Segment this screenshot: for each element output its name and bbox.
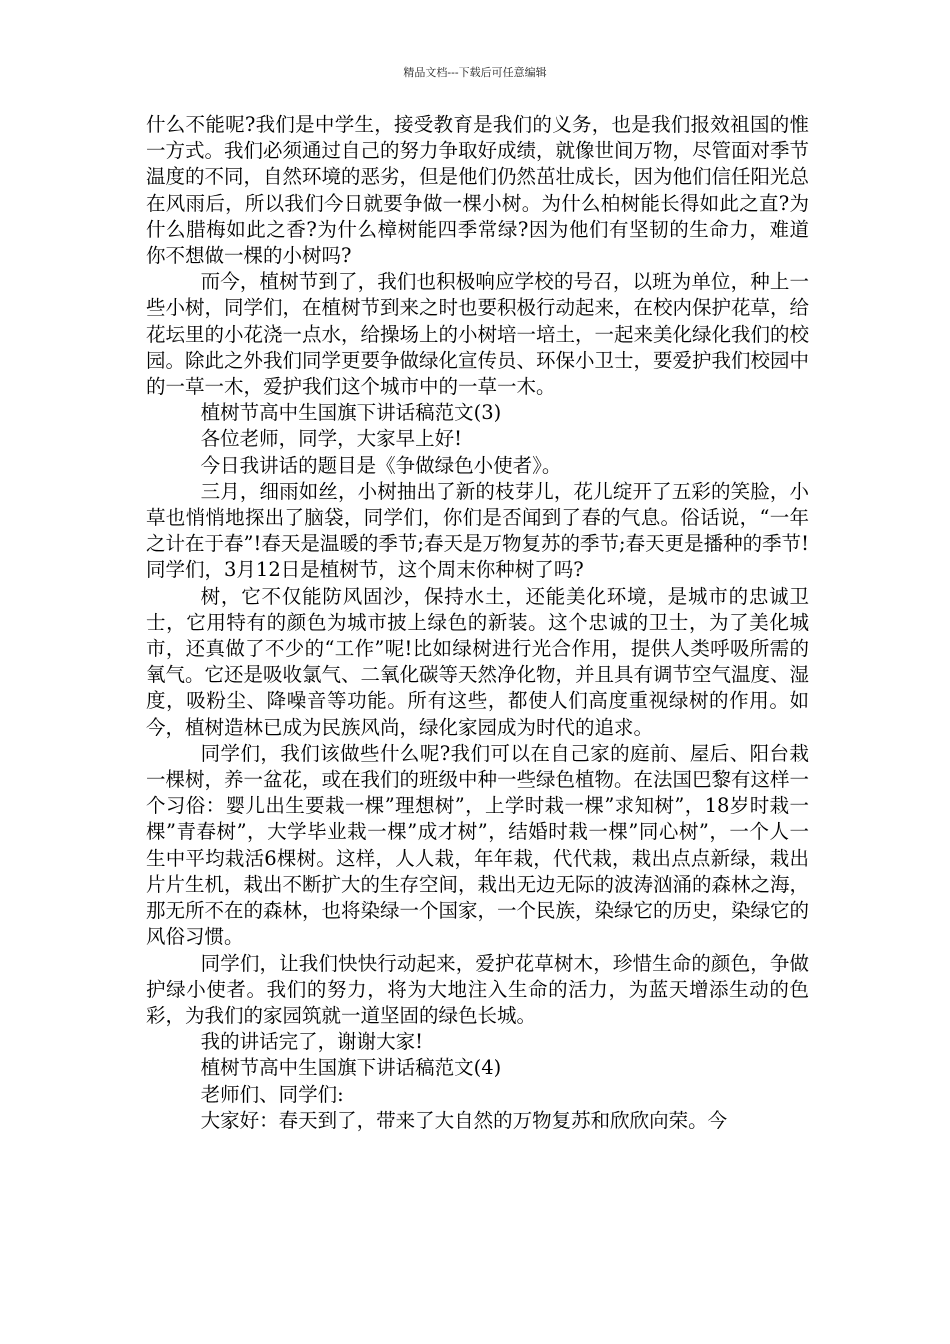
paragraph-march-spring: 三月，细雨如丝，小树抽出了新的枝芽儿，花儿绽开了五彩的笑脸，小草也悄悄地探出了脑袋，同学们，你们是否闻到了春的气息。俗话说，“一年之计在于春”!春天是温暖的季节;春天是万物复苏的季节;春天更是播种的季节!同学们，3月12日是植树节，这个周末你种树了吗?	[146, 479, 809, 582]
section-title-4: 植树节高中生国旗下讲话稿范文(4)	[200, 1056, 502, 1080]
closing-thanks: 我的讲话完了，谢谢大家!	[200, 1030, 423, 1054]
document-body	[146, 112, 809, 1134]
paragraph-spring-intro: 大家好：春天到了，带来了大自然的万物复苏和欣欣向荣。今	[200, 1108, 728, 1132]
paragraph-what-to-do: 同学们，我们该做些什么呢?我们可以在自己家的庭前、屋后、阳台栽一棵树，养一盆花，或在我们的班级中种一些绿色植物。在法国巴黎有这样一个习俗：婴儿出生要栽一棵”理想树”，上学时栽一棵”求知树”，18岁时栽一棵”青春树”，大学毕业栽一棵”成才树”，结婚时栽一棵”同心树”，一个人一生中平均栽活6棵树。这样，人人栽，年年栽，代代栽，栽出点点新绿，栽出片片生机，栽出不断扩大的生存空间，栽出无边无际的波涛汹涌的森林之海，那无所不在的森林，也将染绿一个国家，一个民族，染绿它的历史，染绿它的风俗习惯。	[146, 741, 810, 949]
paragraph-arbor-day-action: 而今，植树节到了，我们也积极响应学校的号召，以班为单位，种上一些小树，同学们，在植树节到来之时也要积极行动起来，在校内保护花草，给花坛里的小花浇一点水，给操场上的小树培一培土，一起来美化绿化我们的校园。除此之外我们同学更要争做绿化宣传员、环保小卫士，要爱护我们校园中的一草一木，爱护我们这个城市中的一草一木。	[146, 270, 810, 399]
paragraph-tree-benefits: 树，它不仅能防风固沙，保持水土，还能美化环境，是城市的忠诚卫士，它用特有的颜色为城市披上绿色的新装。这个忠诚的卫士，为了美化城市，还真做了不少的“工作”呢!比如绿树进行光合作用，提供人类呼吸所需的氧气。它还是吸收氯气、二氧化碳等天然净化物，并且具有调节空气温度、湿度，吸粉尘、降噪音等功能。所有这些，都使人们高度重视绿树的作用。如今，植树造林已成为民族风尚，绿化家园成为时代的追求。	[146, 584, 810, 739]
speech-topic: 今日我讲话的题目是《争做绿色小使者》。	[200, 453, 562, 477]
page-header: 精品文档---下载后可任意编辑	[403, 66, 547, 79]
greeting-3: 各位老师，同学，大家早上好!	[200, 427, 462, 451]
greeting-4: 老师们、同学们:	[200, 1082, 344, 1106]
paragraph-intro-continued: 什么不能呢?我们是中学生，接受教育是我们的义务，也是我们报效祖国的惟一方式。我们必须通过自己的努力争取好成绩，就像世间万物，尽管面对季节温度的不同，自然环境的恶劣，但是他们仍然茁壮成长，因为他们信任阳光总在风雨后，所以我们今日就要争做一棵小树。为什么柏树能长得如此之直?为什么腊梅如此之香?为什么樟树能四季常绿?因为他们有坚韧的生命力，难道你不想做一棵的小树吗?	[146, 113, 810, 268]
section-title-3: 植树节高中生国旗下讲话稿范文(3)	[200, 401, 502, 425]
paragraph-call-to-action: 同学们，让我们快快行动起来，爱护花草树木，珍惜生命的颜色，争做护绿小使者。我们的努力，将为大地注入生命的活力，为蓝天增添生动的色彩，为我们的家园筑就一道坚固的绿色长城。	[146, 951, 809, 1027]
